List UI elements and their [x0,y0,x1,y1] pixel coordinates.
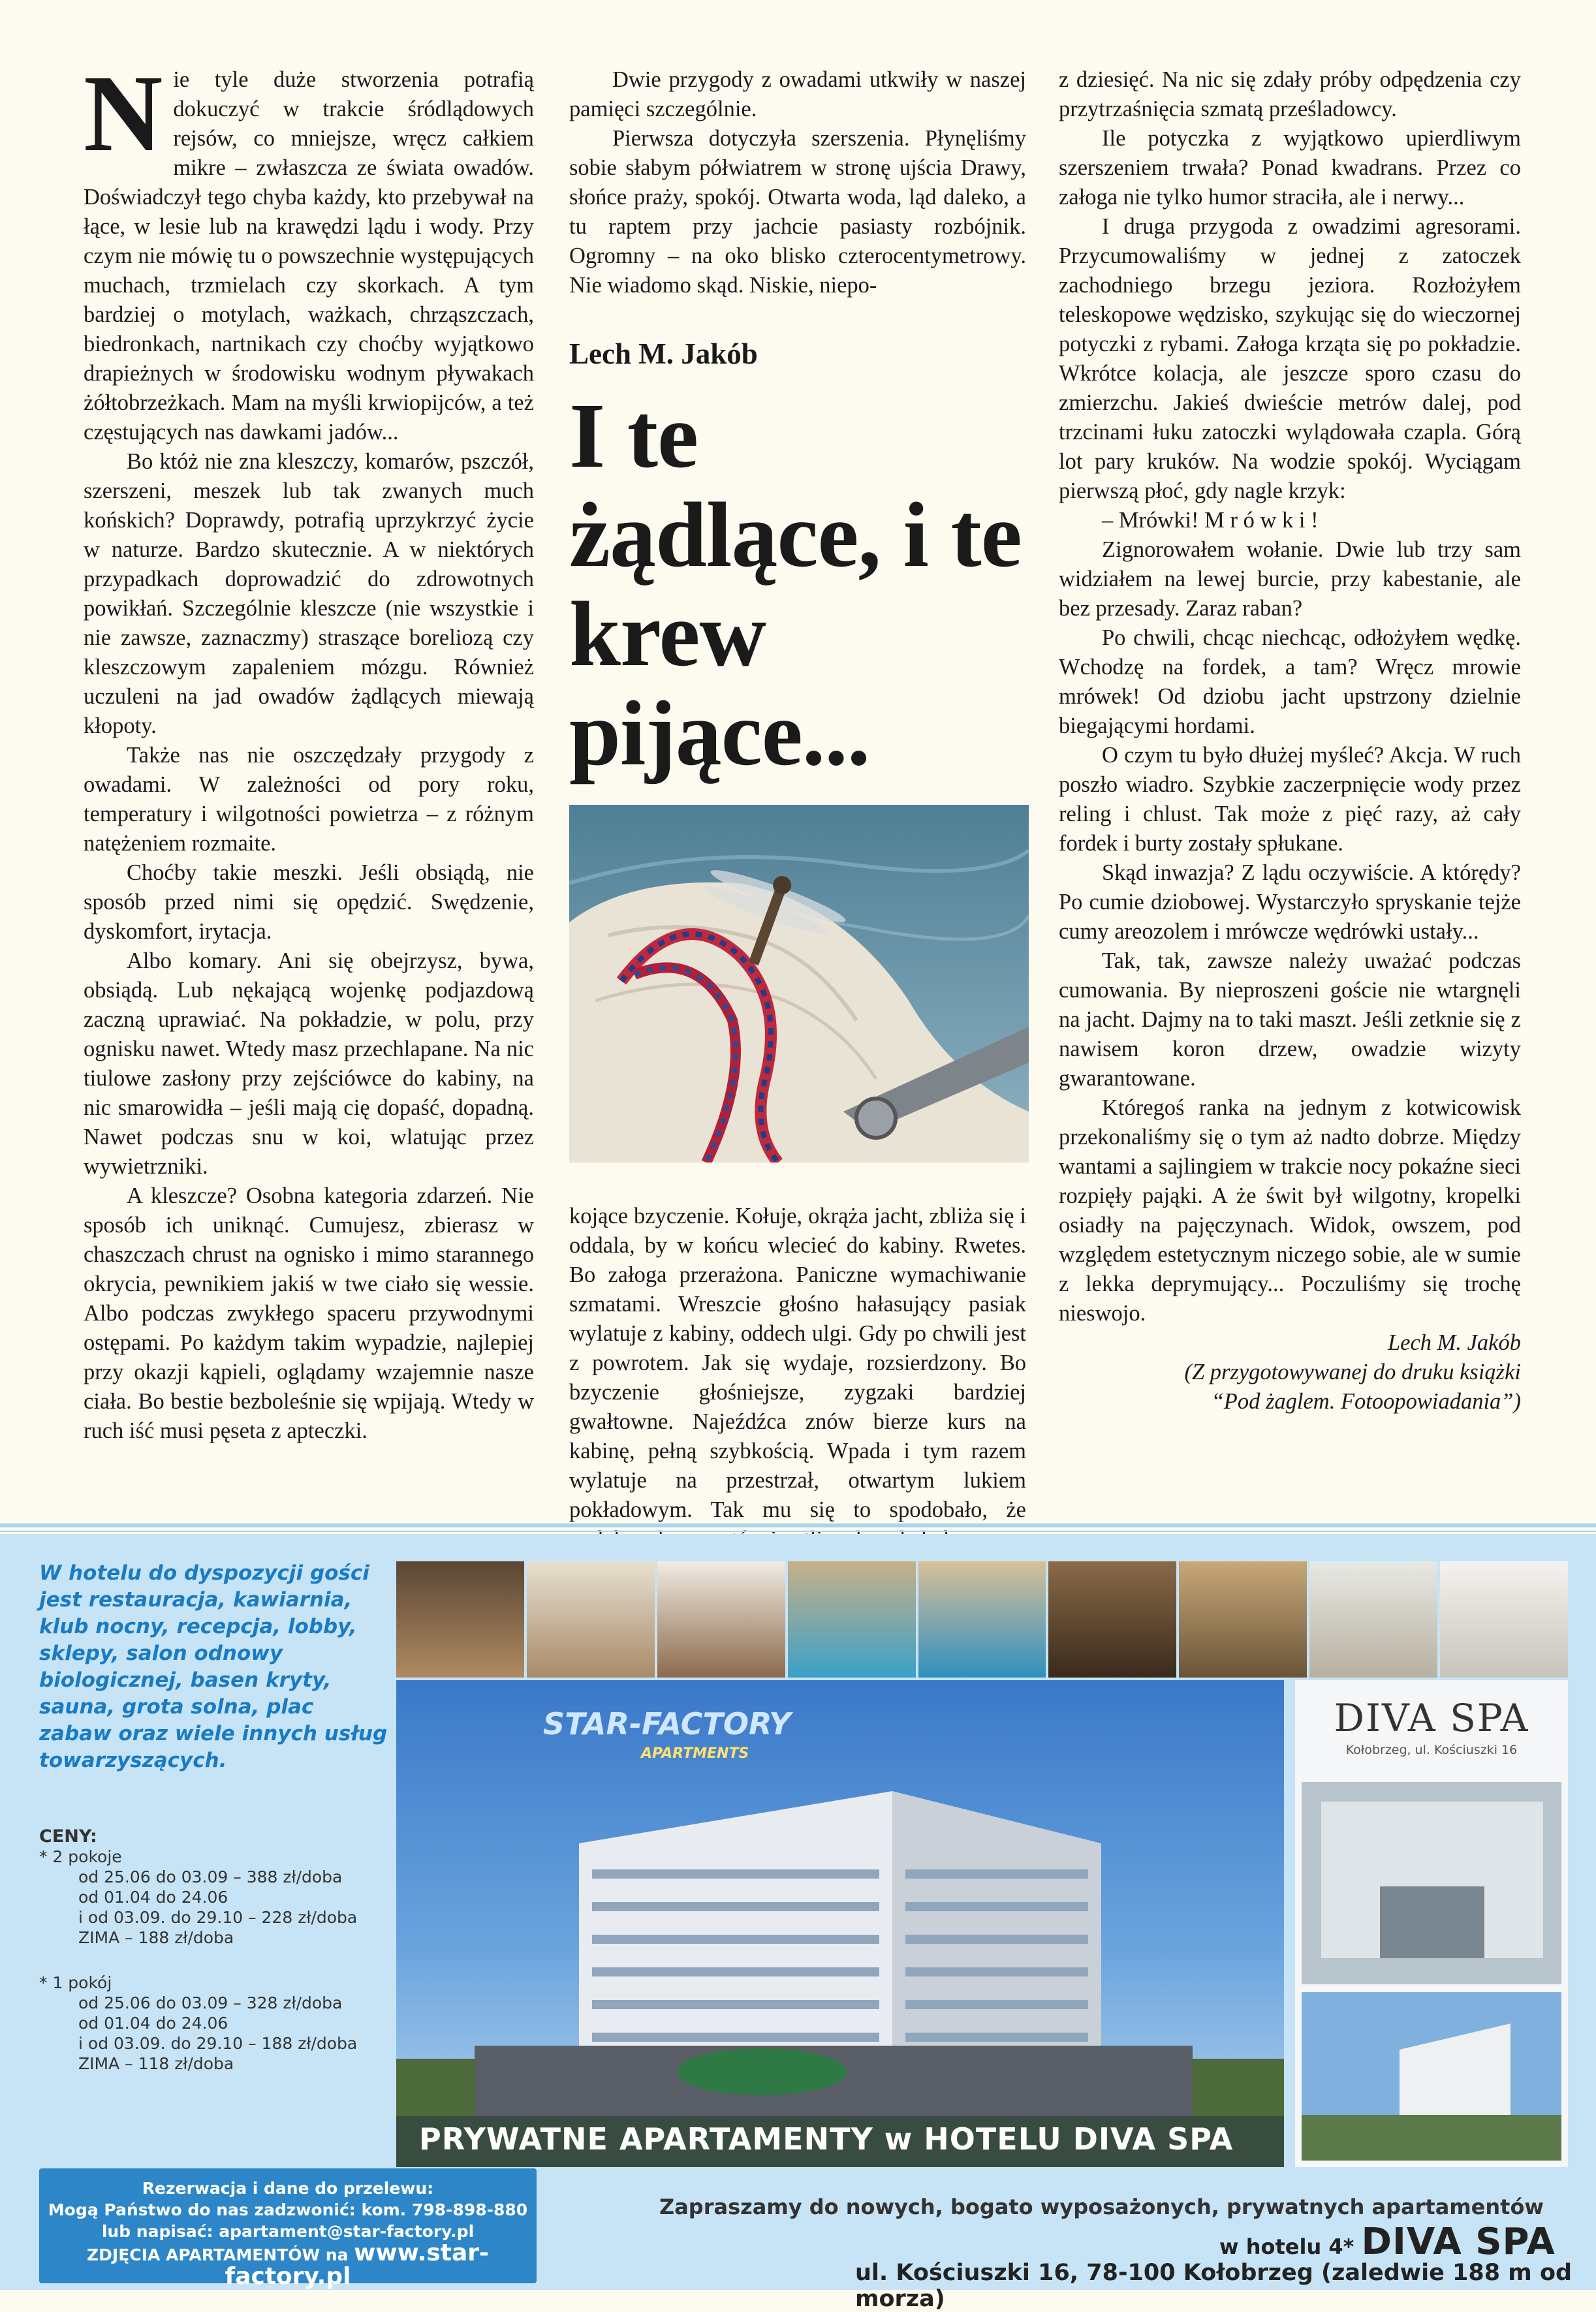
article-headline: I te żądlące, i te krew pijące... [569,384,1022,785]
diva-spa-panel [1295,1680,1568,2167]
paragraph: Któregoś ranka na jednym z kotwicowisk przekonaliśmy się o tym aż nadto dobrze. Między wantami a sajlingiem w trakcie nocy pokaźne sieci rozpięły pająki. A że świt był wilgotny, kropelki osiadły na pajęczynach. Widok, owszem, pod względem estetycznym niczego sobie, ale w sumie z lekka deprymujący... Poczuliśmy się trochę nieswojo. [1059,1095,1521,1326]
brand-logo-subtext: APARTMENTS [641,1745,749,1762]
hotel-building-illustration [396,1680,1284,2167]
paragraph: z dziesięć. Na nic się zdały próby odpędzenia czy przytrzaśnięcia szmatą prześladowcy. [1059,67,1521,121]
paragraph: Pierwsza dotyczyła szerszenia. Płynęliśmy sobie słabym półwiatrem w stronę ujścia Drawy, słońce praży, spokój. Otwarta woda, ląd daleko, a tu raptem przy jachcie pasiasty rozbójnik. Ogromny – na oko blisko czterocentymetrowy. Nie wiadomo skąd. Niskie, niepo- [569,126,1026,298]
bathroom-photo [1309,1561,1437,1678]
source-note-line-2: “Pod żaglem. Fotoopowiadania”) [1211,1389,1521,1414]
hotel-photo [396,1680,1284,2167]
reservation-title: Rezerwacja i dane do przelewu: [142,2179,434,2198]
hotel-address: ul. Kościuszki 16, 78-100 Kołobrzeg (zaledwie 188 m od morza) [855,2260,1573,2312]
reservation-box [39,2168,537,2290]
invite-text: Zapraszamy do nowych, bogato wyposażonych, prywatnych apartamentów [659,2195,1544,2219]
spa-photo [1179,1561,1307,1678]
brand-logo-text: STAR-FACTORY [543,1706,791,1742]
room-photo [396,1561,524,1678]
paragraph: I druga przygoda z owadzimi agresorami. Przycumowaliśmy w jednej z zatoczek zachodniego brzegu jeziora. Rozłożyłem teleskopowe wędzisko, szykując się do wieczornej potyczki z rybami. Załoga krząta się po pokładzie. Wkrótce kolacja, ale jeszcze sporo czasu do zmierzchu. Jakieś dwieście metrów dalej, pod trzcinami łuku zatoczki wylądowała czapla. Górą lot pary kruków. Na wodzie spokój. Wyciągam pierwszą płoć, gdy nagle krzyk: [1059,214,1521,503]
paragraph: ie tyle duże stworzenia potrafią dokuczyć w trakcie śródlądowych rejsów, co mniejsze, wręcz całkiem mikre – zwłaszcza ze świata owadów. Doświadczył tego chyba każdy, kto przebywał na łące, w lesie lub na krawędzi lądu i wody. Przy czym nie mówię tu o powszechnie występujących muchach, trzmielach czy skorkach. A tym bardziej o motylach, ważkach, chrząszczach, biedronkach, nartnikach czy choćby wyjątkowo drapieżnych w środowisku wodnym pływakach żółtobrzeżkach. Mam na myśli krwiopijców, a też częstujących nas dawkami jadów... [84,67,534,445]
website-link[interactable]: www.star-factory.pl [225,2240,489,2290]
photos-label: ZDJĘCIA APARTAMENTÓW na [87,2245,349,2264]
diva-spa-photos [1295,1775,1568,2167]
paragraph: Bo któż nie zna kleszczy, komarów, pszczół, szerszeni, meszek lub tak zwanych much końskich? Doprawdy, potrafią uprzykrzyć życie w naturze. Bardzo skutecznie. A w niektórych przypadkach doprowadzić do zdrowotnych powikłań. Szczególnie kleszcze (nie wszystkie i nie zawsze, zaznaczmy) straszące boreliozą czy kleszczowym zapaleniem mózgu. Również uczuleni na jad owadów żądlących miewają kłopoty. [84,449,534,738]
article-column-2 [569,65,1026,1554]
price-line: ZIMA – 188 zł/doba [78,1928,234,1947]
source-note-line-1: (Z przygotowywanej do druku książki [1184,1360,1521,1384]
price-list [39,1826,392,2074]
price-line: od 01.04 do 24.06 [78,2014,228,2033]
room-photo [1048,1561,1176,1678]
dragonfly-photo [569,805,1029,1163]
paragraph: Albo komary. Ani się obejrzysz, bywa, obsiądą. Lub nękającą wojenkę podjazdową zaczną uprawiać. Na pokładzie, w polu, przy ognisku nawet. Wtedy masz przechlapane. Na nic tiulowe zasłony przy zejściówce do kabiny, na nic smarowidła – jeśli mają cię dopaść, dopadną. Nawet podczas snu w koi, wlatując przez wywietrzniki. [84,948,534,1179]
paragraph: A kleszcze? Osobna kategoria zdarzeń. Nie sposób ich uniknąć. Cumujesz, zbierasz w chaszczach chrust na ognisko i mimo starannego okrycia, pewnikiem jakiś w twe ciało się wessie. Albo podczas zwykłego spaceru przywodnymi ostępami. Po każdym takim wypadzie, najlepiej przy okazji kąpieli, oglądamy wzajemnie nasze ciała. Bo bestie bezboleśnie się wpijają. Wtedy w ruch iść musi pęseta z apteczki. [84,1183,534,1443]
hotel-name: DIVA SPA [1361,2221,1556,2263]
paragraph: Zignorowałem wołanie. Dwie lub trzy sam widziałem na lewej burcie, przy kabestanie, ale bez przesady. Zaraz raban? [1059,537,1521,621]
one-room-label: * 1 pokój [39,1973,112,1992]
paragraph: Tak, tak, zawsze należy uważać podczas cumowania. By nieproszeni goście nie wtargnęli na jacht. Dajmy na to taki maszt. Jeśli zetknie się z nawisem koron drzew, owadzie wizyty gwarantowane. [1059,948,1521,1091]
diva-spa-address: Kołobrzeg, ul. Kościuszki 16 [1345,1743,1518,1757]
hotel-advertisement [0,1534,1596,2312]
bathroom-photo [1440,1561,1568,1678]
paragraph: Dwie przygody z owadami utkwiły w naszej pamięci szczególnie. [569,67,1026,121]
pool-photo [918,1561,1046,1678]
price-line: i od 03.09. do 29.10 – 228 zł/doba [78,1908,358,1927]
reservation-phone[interactable]: Mogą Państwo do nas zadzwonić: kom. 798-898-880 [48,2200,528,2219]
price-line: od 01.04 do 24.06 [78,1888,228,1907]
paragraph: Skąd inwazja? Z lądu oczywiście. A którędy? Po cumie dziobowej. Wystarczyło spryskanie tejże cumy areozolem i mrówcze wędrówki ustały... [1059,860,1521,944]
hero-title: PRYWATNE APARTAMENTY w HOTELU DIVA SPA [419,2121,1234,2157]
price-line: od 25.06 do 03.09 – 328 zł/doba [78,1993,343,2012]
drop-cap: N [84,53,163,174]
ad-separator-thin [0,1531,1596,1532]
price-line: ZIMA – 118 zł/doba [78,2054,234,2073]
ad-info-panel [39,1560,392,2074]
paragraph: Ile potyczka z wyjątkowo upierdliwym szerszeniem trwała? Ponad kwadrans. Przez co załoga nie tylko humor straciła, ale i nerwy... [1059,126,1521,210]
reservation-email[interactable]: lub napisać: apartament@star-factory.pl [101,2222,475,2241]
paragraph: Po chwili, chcąc niechcąc, odłożyłem wędkę. Wchodzę na fordek, a tam? Wręcz mrowie mrówek! Od dziobu jacht upstrzony dzielnie biegającymi hordami. [1059,625,1521,738]
apartment-photo-strip [396,1561,1568,1678]
ad-separator [0,1523,1596,1527]
dialogue-line: – Mrówki! M r ó w k i ! [1102,508,1319,533]
hotel-stars: w hotelu 4* [1219,2234,1354,2259]
paragraph: Choćby takie meszki. Jeśli obsiądą, nie sposób przed nimi się opędzić. Swędzenie, dyskomfort, irytacja. [84,860,534,944]
pool-photo [788,1561,916,1678]
author-signature: Lech M. Jakób [1387,1330,1521,1355]
article-column-1 [84,53,534,1446]
two-rooms-label: * 2 pokoje [39,1847,122,1866]
prices-title: CENY: [39,1826,97,1847]
article-column-3 [1059,65,1521,1416]
price-line: od 25.06 do 03.09 – 388 zł/doba [78,1867,343,1886]
room-photo [527,1561,655,1678]
price-line: i od 03.09. do 29.10 – 188 zł/doba [78,2034,358,2053]
room-photo [657,1561,785,1678]
paragraph: kojące bzyczenie. Kołuje, okrąża jacht, zbliża się i oddala, by w końcu wlecieć do kabiny. Rwetes. Bo załoga przerażona. Paniczne wymachiwanie szmatami. Wreszcie głośno hałasujący pasiak wylatuje z kabiny, oddech ulgi. Gdy po chwili jest z powrotem. Jak się wydaje, rozsierdzony. Bo bzyczenie głośniejsze, zygzaki bardziej gwałtowne. Najeźdźca znów bierze kurs na kabinę, pełną szybkością. Wpada i tym razem wylatuje na przestrzał, otwartym lukiem pokładowym. Tak mu się to spodobało, że [569,1204,1026,1522]
paragraph: O czym tu było dłużej myśleć? Akcja. W ruch poszło wiadro. Szybkie zaczerpnięcie wody przez reling i chlust. Tak może z pięć razy, aż cały fordek i burty zostały spłukane. [1059,743,1521,856]
author-byline: Lech M. Jakób [569,337,758,370]
diva-spa-name: DIVA SPA [1334,1696,1529,1740]
paragraph: Także nas nie oszczędzały przygody z owadami. W zależności od pory roku, temperatury i wilgotności powietrza – z różnym natężeniem rozmaite. [84,743,534,856]
amenities-text: W hotelu do dyspozycji gości jest restauracja, kawiarnia, klub nocny, recepcja, lobby, sklepy, salon odnowy biologicznej, basen kryty, sauna, grota solna, plac zabaw oraz wiele innych usług towarzyszących. [39,1561,388,1772]
hotel-name-line [1219,2221,1556,2263]
